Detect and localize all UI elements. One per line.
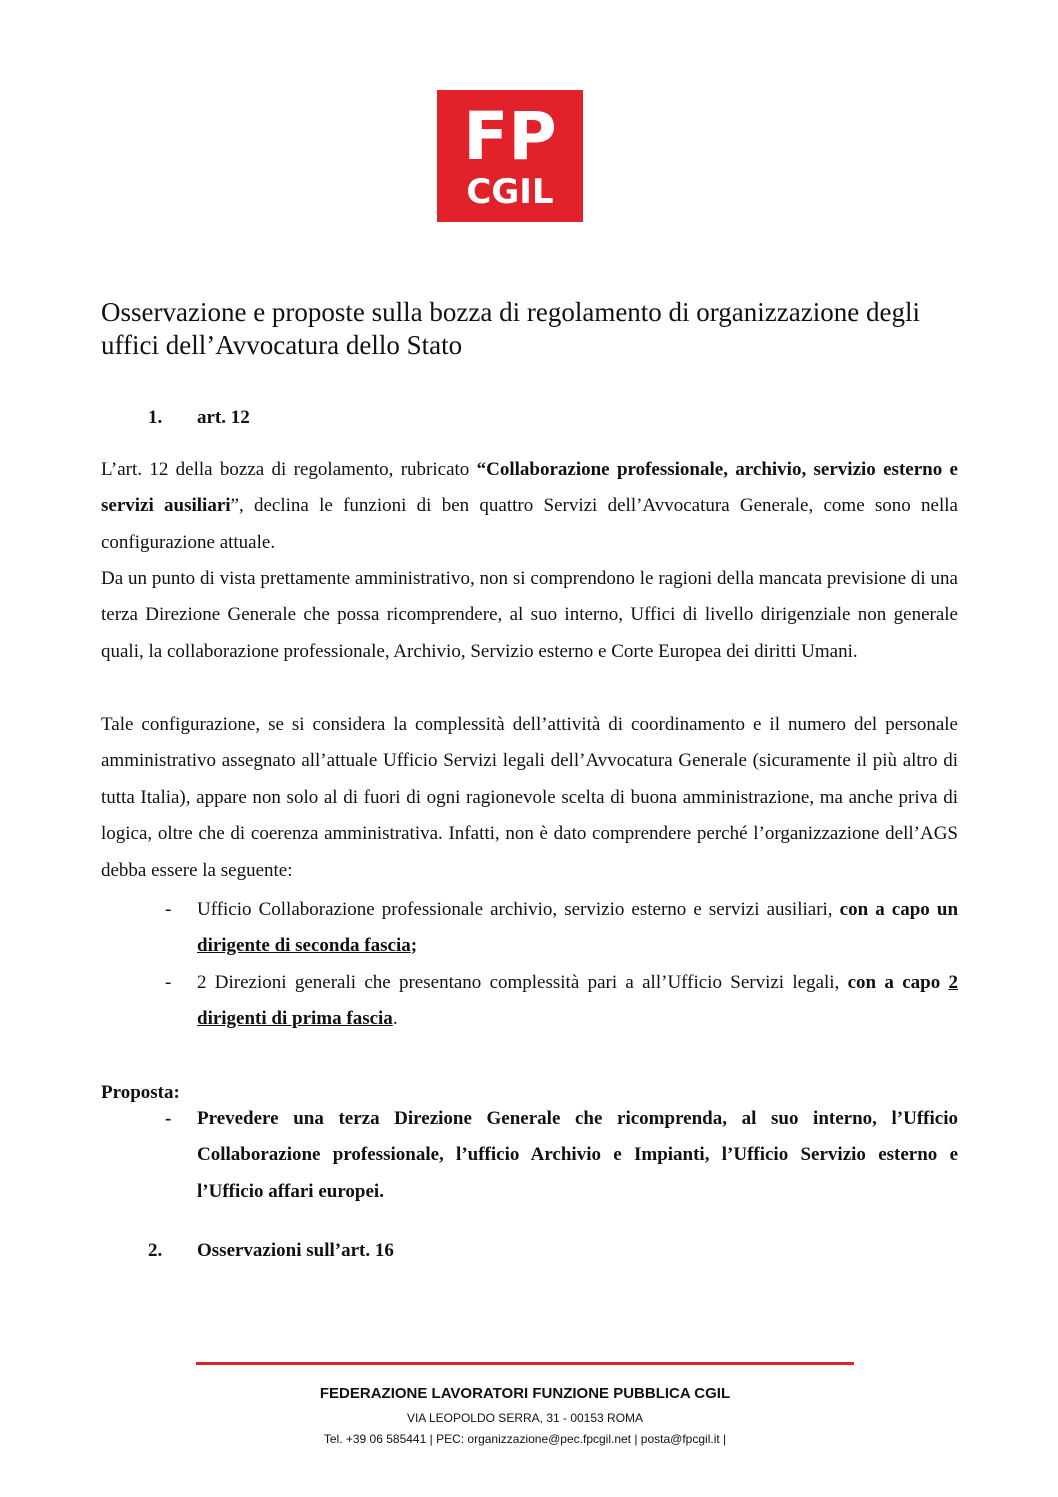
proposal-item-text: Prevedere una terza Direzione Generale che ricomprenda, al suo interno, l’Ufficio Collaborazione professionale, l’ufficio Archivio e Impianti, l’Ufficio Servizio esterno e l’Ufficio affari europei. [197, 1108, 958, 1202]
list-item-2-text [197, 965, 958, 1038]
logo-text-fp: FP [463, 98, 557, 175]
document-title: Osservazione e proposte sulla bozza di regolamento di organizzazione degli uffici dell’Avvocatura dello Stato [101, 297, 920, 360]
section-2-heading: Osservazioni sull’art. 16 [197, 1240, 394, 1261]
list-item-2-bold: con a capo [847, 972, 949, 993]
list-item-2-plain: 2 Direzioni generali che presentano complessità pari a all’Ufficio Servizi legali, [197, 972, 848, 993]
footer-contacts: Tel. +39 06 585441 | PEC: organizzazione@pec.fpcgil.net | posta@fpcgil.it | [323, 1432, 727, 1446]
fp-cgil-logo [437, 90, 583, 222]
list-item-1-bold: con a capo un [839, 899, 959, 920]
paragraph-1-rubric: “Collaborazione professionale, archivio, servizio esterno e servizi ausiliari [101, 459, 958, 517]
section-1-number: 1. [148, 407, 163, 428]
section-1-heading: art. 12 [197, 407, 250, 428]
paragraph-1-end: ”, declina le funzioni di ben quattro Servizi dell’Avvocatura Generale, come sono nella configurazione attuale. [101, 495, 958, 553]
paragraph-2: Da un punto di vista prettamente amministrativo, non si comprendono le ragioni della mancata previsione di una terza Direzione Generale che possa ricomprendere, al suo interno, Uffici di livello dirigenziale non generale quali, la collaborazione professionale, Archivio, Servizio esterno e Corte Europea dei diritti Umani. [101, 568, 958, 662]
section-2-number: 2. [148, 1240, 163, 1261]
logo-text-cgil: CGIL [466, 172, 554, 212]
paragraph-1-start: L’art. 12 della bozza di regolamento, rubricato [101, 459, 477, 480]
list-item-2-dash: - [165, 972, 172, 993]
list-item-1-underlined: dirigente di seconda fascia [197, 935, 411, 957]
list-item-1-text [197, 892, 958, 965]
list-item-1-plain: Ufficio Collaborazione professionale archivio, servizio esterno e servizi ausiliari, [197, 899, 840, 920]
list-item-2-end: . [392, 1008, 398, 1030]
paragraph-1 [101, 452, 958, 561]
footer-divider [196, 1362, 854, 1365]
footer-address: VIA LEOPOLDO SERRA, 31 - 00153 ROMA [406, 1411, 644, 1425]
list-item-2-underlined: 2 dirigenti di prima fascia [197, 972, 959, 1030]
proposal-label: Proposta: [101, 1082, 180, 1103]
list-item-1-dash: - [165, 899, 172, 920]
paragraph-3: Tale configurazione, se si considera la complessità dell’attività di coordinamento e il numero del personale amministrativo assegnato all’attuale Ufficio Servizi legali dell’Avvocatura Generale (sicuramente il più altro di tutta Italia), appare non solo al di fuori di ogni ragionevole scelta di buona amministrazione, ma anche priva di logica, oltre che di coerenza amministrativa. Infatti, non è dato comprendere perché l’organizzazione dell’AGS debba essere la seguente: [101, 714, 958, 881]
footer-organization: FEDERAZIONE LAVORATORI FUNZIONE PUBBLICA CGIL [319, 1385, 731, 1402]
proposal-item-dash: - [165, 1108, 172, 1129]
list-item-1-bold-end: ; [410, 935, 418, 957]
